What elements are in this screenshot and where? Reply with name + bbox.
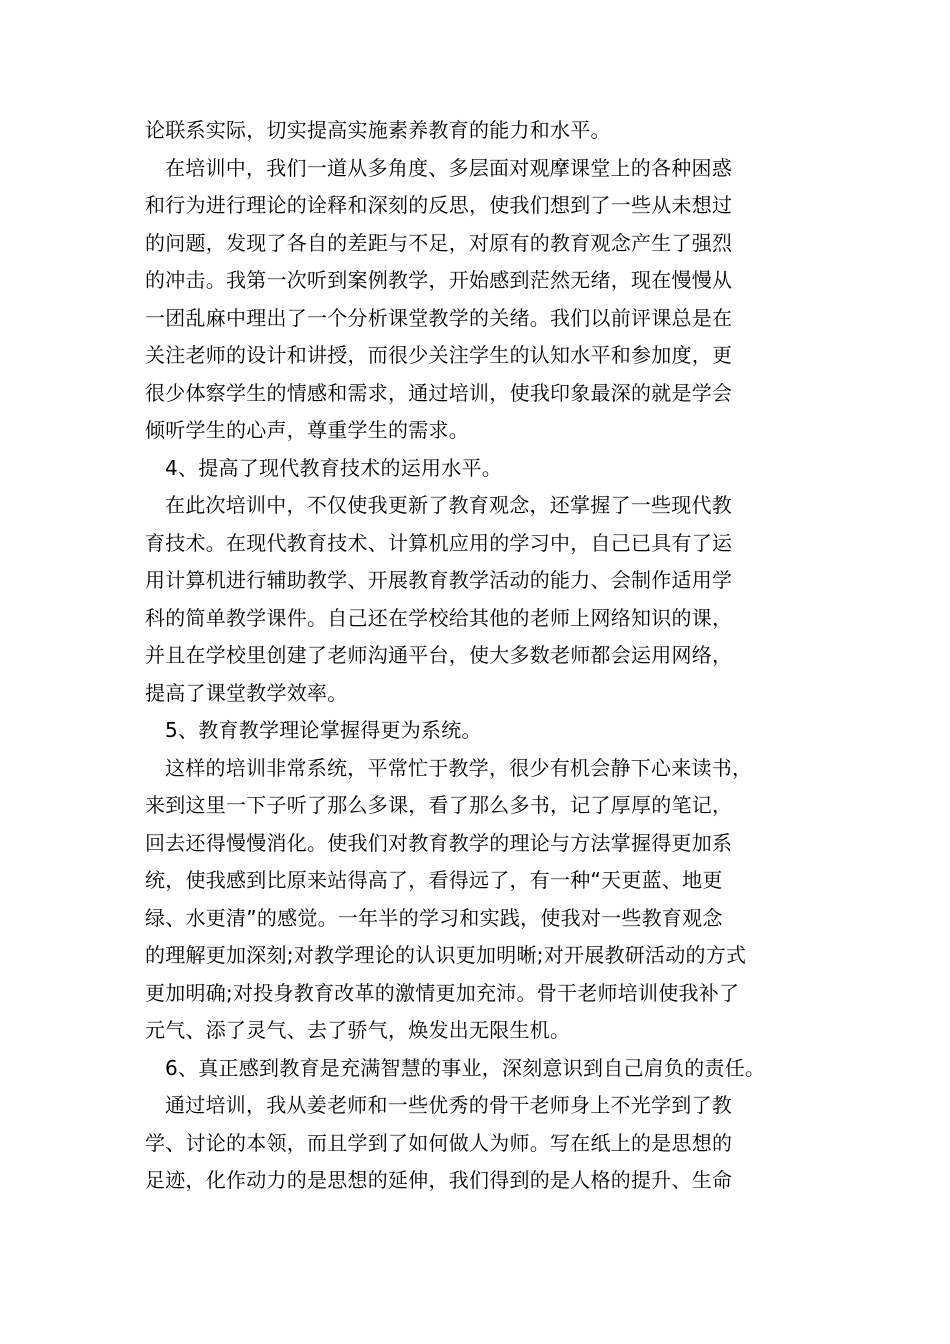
text-line: 倾听学生的心声，尊重学生的需求。 [145, 418, 469, 442]
text-line: 5、教育教学理论掌握得更为系统。 [165, 718, 482, 742]
text-line: 统，使我感到比原来站得高了，看得远了，有一种“天更蓝、地更 [145, 868, 723, 892]
text-line: 的冲击。我第一次听到案例教学，开始感到茫然无绪，现在慢慢从 [145, 268, 733, 292]
text-line: 用计算机进行辅助教学、开展教育教学活动的能力、会制作适用学 [145, 568, 733, 592]
text-line: 4、提高了现代教育技术的运用水平。 [165, 455, 502, 480]
text-line: 科的简单教学课件。自己还在学校给其他的老师上网络知识的课， [145, 605, 733, 630]
text-line: 提高了课堂教学效率。 [145, 680, 348, 705]
text-line: 足迹，化作动力的是思想的延伸，我们得到的是人格的提升、生命 [145, 1168, 733, 1192]
text-line: 来到这里一下子听了那么多课，看了那么多书，记了厚厚的笔记， [145, 793, 733, 817]
text-line: 回去还得慢慢消化。使我们对教育教学的理论与方法掌握得更加系 [145, 830, 733, 855]
text-line: 绿、水更清”的感觉。一年半的学习和实践，使我对一些教育观念 [145, 905, 723, 930]
text-line: 和行为进行理论的诠释和深刻的反思，使我们想到了一些从未想过 [145, 193, 733, 217]
text-line: 关注老师的设计和讲授，而很少关注学生的认知水平和参加度，更 [145, 343, 733, 367]
text-line: 学、讨论的本领，而且学到了如何做人为师。写在纸上的是思想的 [145, 1130, 733, 1155]
text-line: 很少体察学生的情感和需求，通过培训，使我印象最深的就是学会 [145, 380, 733, 405]
text-line: 一团乱麻中理出了一个分析课堂教学的关绪。我们以前评课总是在 [145, 305, 733, 330]
text-line: 并且在学校里创建了老师沟通平台，使大多数老师都会运用网络， [145, 643, 733, 667]
text-line: 更加明确;对投身教育改革的激情更加充沛。骨干老师培训使我补了 [145, 980, 740, 1005]
text-line: 这样的培训非常系统，平常忙于教学，很少有机会静下心来读书， [165, 755, 753, 780]
document-body [145, 112, 815, 1200]
text-line: 元气、添了灵气、去了骄气，焕发出无限生机。 [145, 1018, 571, 1042]
text-line: 通过培训，我从姜老师和一些优秀的骨干老师身上不光学到了教 [165, 1093, 732, 1117]
text-line: 在培训中，我们一道从多角度、多层面对观摩课堂上的各种困惑 [165, 155, 732, 180]
text-line: 在此次培训中，不仅使我更新了教育观念，还掌握了一些现代教 [165, 493, 732, 517]
text-line: 6、真正感到教育是充满智慧的事业，深刻意识到自己肩负的责任。 [165, 1055, 766, 1080]
text-line: 育技术。在现代教育技术、计算机应用的学习中，自己已具有了运 [145, 530, 733, 555]
text-line: 的理解更加深刻;对教学理论的认识更加明晰;对开展教研活动的方式 [145, 943, 747, 967]
text-line: 论联系实际，切实提高实施素养教育的能力和水平。 [145, 118, 611, 142]
text-line: 的问题，发现了各自的差距与不足，对原有的教育观念产生了强烈 [145, 230, 733, 255]
